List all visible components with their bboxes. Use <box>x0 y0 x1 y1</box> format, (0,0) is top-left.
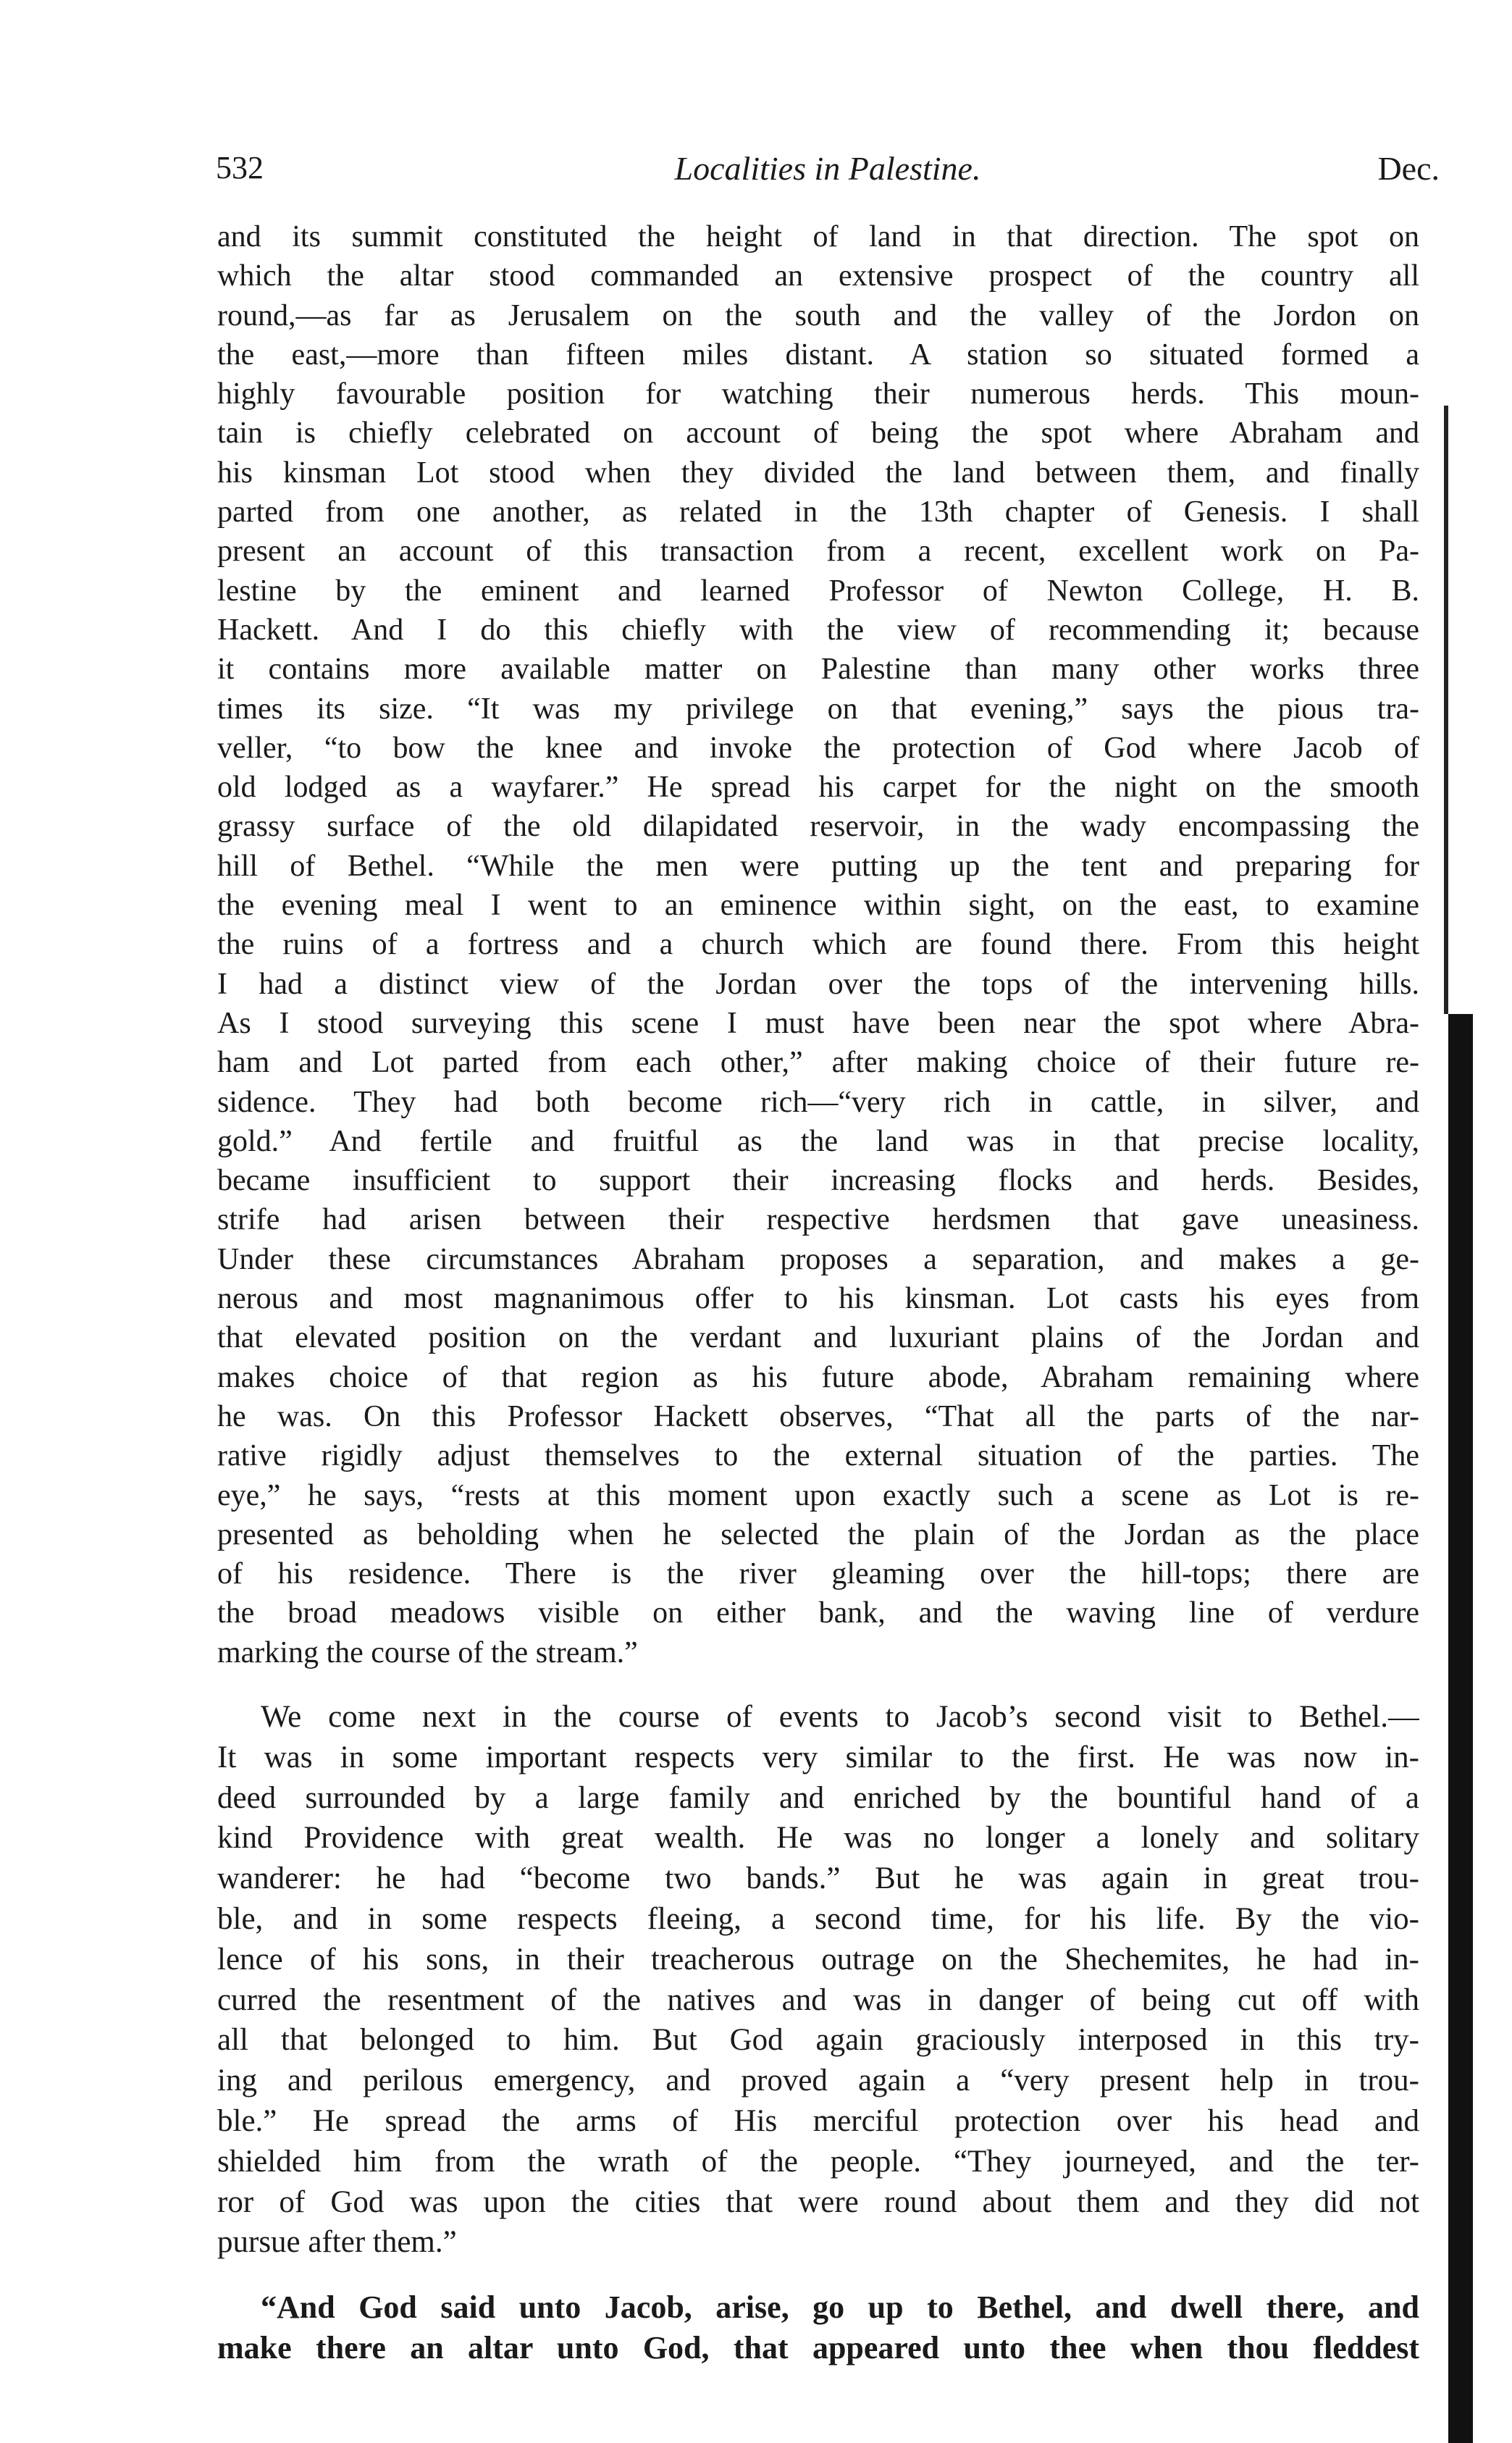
text-line: I had a distinct view of the Jordan over the tops of the intervening hills. <box>217 967 1419 1001</box>
text-line: grassy surface of the old dilapidated reservoir, in the wady encompassing the <box>217 810 1419 844</box>
text-line: curred the resentment of the natives and was in danger of being cut off with <box>217 1982 1419 2017</box>
text-line: present an account of this transaction from a recent, excellent work on Pa- <box>217 535 1419 569</box>
text-line: it contains more available matter on Palestine than many other works three <box>217 653 1419 687</box>
text-line: the ruins of a fortress and a church which are found there. From this height <box>217 928 1419 962</box>
text-line: tain is chiefly celebrated on account of being the spot where Abraham and <box>217 416 1419 451</box>
text-line: times its size. “It was my privilege on that evening,” says the pious tra- <box>217 692 1419 726</box>
page-edge-shadow <box>1448 1014 1473 2443</box>
text-line: veller, “to bow the knee and invoke the protection of God where Jacob of <box>217 731 1419 765</box>
text-line: makes choice of that region as his future abode, Abraham remaining where <box>217 1360 1419 1394</box>
text-line: the broad meadows visible on either bank, and the waving line of verdure <box>217 1596 1419 1630</box>
text-line: ing and perilous emergency, and proved again a “very present help in trou- <box>217 2063 1419 2098</box>
text-line: strife had arisen between their respective herdsmen that gave uneasiness. <box>217 1203 1419 1237</box>
text-line: hill of Bethel. “While the men were putting up the tent and preparing for <box>217 849 1419 883</box>
text-line: ham and Lot parted from each other,” after making choice of their future re- <box>217 1046 1419 1080</box>
text-line: eye,” he says, “rests at this moment upon exactly such a scene as Lot is re- <box>217 1478 1419 1512</box>
paragraph-3 <box>217 2287 1419 2368</box>
text-line: old lodged as a wayfarer.” He spread his carpet for the night on the smooth <box>217 771 1419 805</box>
text-line: shielded him from the wrath of the people. “They journeyed, and the ter- <box>217 2144 1419 2179</box>
page-number: 532 <box>216 150 264 185</box>
text-line: and its summit constituted the height of land in that direction. The spot on <box>217 220 1419 253</box>
text-line: Hackett. And I do this chiefly with the view of recommending it; because <box>217 613 1419 647</box>
text-line: gold.” And fertile and fruitful as the land was in that precise locality, <box>217 1124 1419 1158</box>
paragraph-1 <box>217 217 1419 1672</box>
text-line: the east,—more than fifteen miles distant. A station so situated formed a <box>217 338 1419 372</box>
text-line: Under these circumstances Abraham proposes a separation, and makes a ge- <box>217 1242 1419 1276</box>
text-line: kind Providence with great wealth. He was no longer a lonely and solitary <box>217 1821 1419 1856</box>
paragraph-gap <box>217 2263 1419 2287</box>
running-header <box>216 149 1440 193</box>
text-line: sidence. They had both become rich—“very rich in cattle, in silver, and <box>217 1085 1419 1119</box>
paragraph-2 <box>217 1697 1419 2263</box>
text-line: pursue after them.” <box>217 2225 457 2260</box>
text-line: he was. On this Professor Hackett observes, “That all the parts of the nar- <box>217 1399 1419 1433</box>
text-line: which the altar stood commanded an extensive prospect of the country all <box>217 259 1419 293</box>
text-line: ror of God was upon the cities that were round about them and they did not <box>217 2184 1419 2219</box>
text-line: that elevated position on the verdant and luxuriant plains of the Jordan and <box>217 1321 1419 1355</box>
text-line: “And God said unto Jacob, arise, go up to Bethel, and dwell there, and <box>261 2289 1419 2326</box>
text-line: wanderer: he had “become two bands.” But he was again in great trou- <box>217 1861 1419 1896</box>
text-line: became insufficient to support their increasing flocks and herds. Besides, <box>217 1164 1419 1198</box>
text-line: lestine by the eminent and learned Professor of Newton College, H. B. <box>217 574 1419 608</box>
text-line: marking the course of the stream.” <box>217 1635 638 1669</box>
text-line: As I stood surveying this scene I must have been near the spot where Abra- <box>217 1006 1419 1040</box>
running-title: Localities in Palestine. <box>674 150 981 187</box>
text-line: all that belonged to him. But God again graciously interposed in this try- <box>217 2023 1419 2058</box>
text-line: of his residence. There is the river gleaming over the hill-tops; there are <box>217 1557 1419 1591</box>
running-month: Dec. <box>1377 150 1440 187</box>
text-line: It was in some important respects very similar to the first. He was now in- <box>217 1740 1419 1774</box>
paragraph-gap <box>217 1672 1419 1697</box>
text-line: make there an altar unto God, that appeared unto thee when thou fleddest <box>217 2330 1419 2366</box>
text-line: lence of his sons, in their treacherous outrage on the Shechemites, he had in- <box>217 1942 1419 1977</box>
text-line: highly favourable position for watching their numerous herds. This moun- <box>217 377 1419 411</box>
text-line: presented as beholding when he selected the plain of the Jordan as the place <box>217 1517 1419 1551</box>
body-text <box>217 217 1419 2368</box>
page-edge-line <box>1444 406 1448 1014</box>
text-line: ble.” He spread the arms of His merciful protection over his head and <box>217 2103 1419 2138</box>
text-line: deed surrounded by a large family and enriched by the bountiful hand of a <box>217 1780 1419 1815</box>
text-line: ble, and in some respects fleeing, a second time, for his life. By the vio- <box>217 1901 1419 1936</box>
text-line: nerous and most magnanimous offer to his kinsman. Lot casts his eyes from <box>217 1282 1419 1316</box>
text-line: rative rigidly adjust themselves to the external situation of the parties. The <box>217 1439 1419 1473</box>
text-line: We come next in the course of events to Jacob’s second visit to Bethel.— <box>261 1699 1419 1734</box>
text-line: the evening meal I went to an eminence within sight, on the east, to examine <box>217 889 1419 923</box>
text-line: parted from one another, as related in the 13th chapter of Genesis. I shall <box>217 495 1419 529</box>
text-line: his kinsman Lot stood when they divided the land between them, and finally <box>217 456 1419 490</box>
text-line: round,—as far as Jerusalem on the south and the valley of the Jordon on <box>217 298 1419 332</box>
